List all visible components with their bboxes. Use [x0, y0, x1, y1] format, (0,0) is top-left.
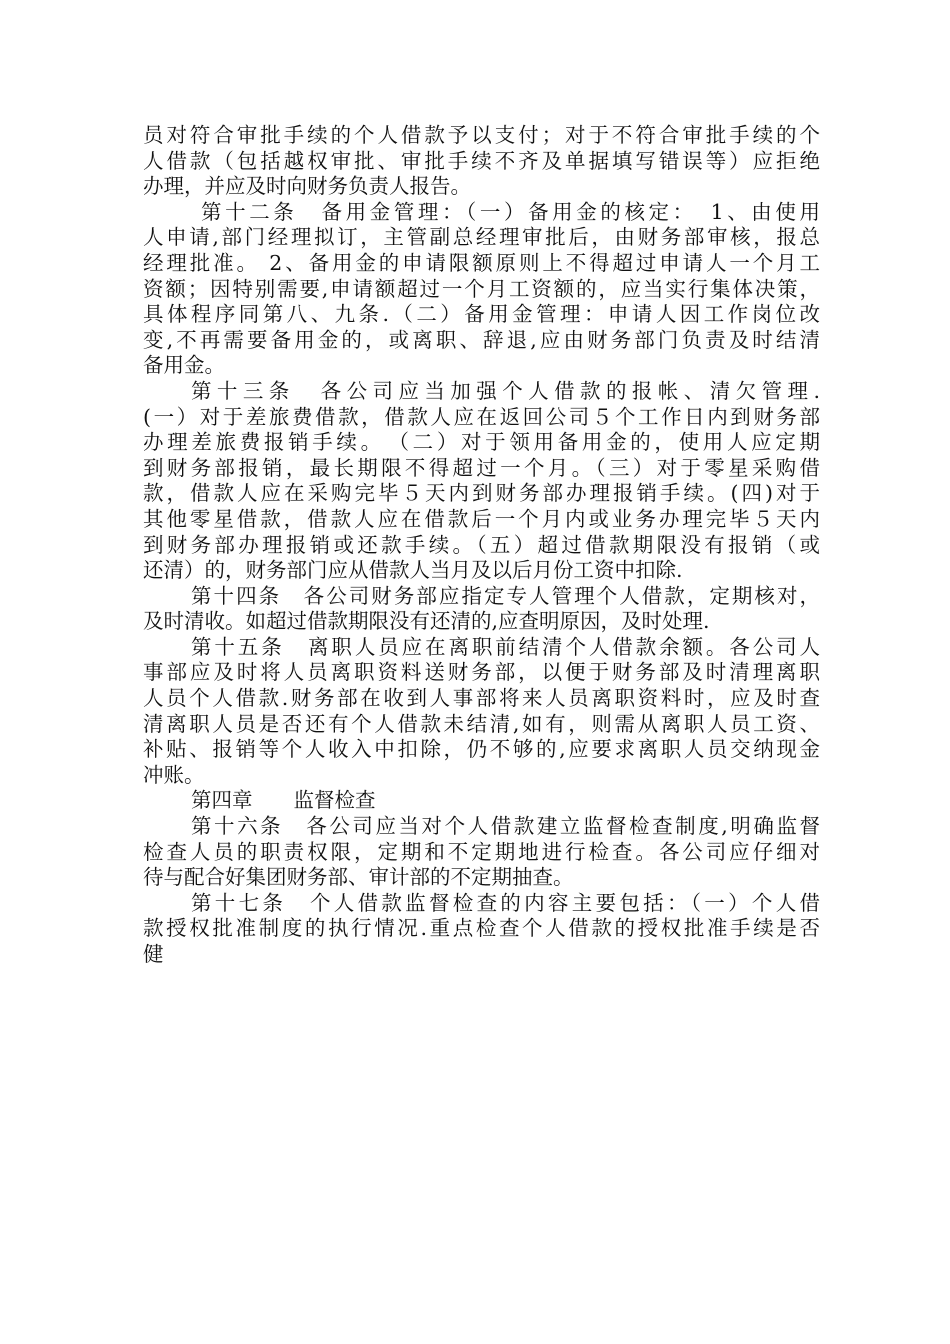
text-line: 清离职人员是否还有个人借款未结清,如有，则需从离职人员工资、 — [143, 711, 820, 736]
text-line: 事部应及时将人员离职资料送财务部，以便于财务部及时清理离职 — [143, 660, 820, 685]
text-line: 办理差旅费报销手续。 （二）对于领用备用金的，使用人应定期 — [143, 430, 820, 455]
text-line: 资额；因特别需要,申请额超过一个月工资额的，应当实行集体决策， — [143, 276, 820, 301]
article-14-heading-line: 第十四条 各公司财务部应指定专人管理个人借款，定期核对， — [191, 583, 820, 608]
article-12-heading-line: 第十二条 备用金管理：（一）备用金的核定： 1、由使用 — [201, 199, 820, 224]
text-line: 其他零星借款，借款人应在借款后一个月内或业务办理完毕５天内 — [143, 506, 820, 531]
text-line: 具体程序同第八、九条.（二）备用金管理：申请人因工作岗位改 — [143, 302, 820, 327]
text-line: 人申请,部门经理拟订，主管副总经理审批后，由财务部审核，报总 — [143, 225, 820, 250]
text-line: 健 — [143, 942, 164, 966]
text-line: 到财务部办理报销或还款手续。（五）超过借款期限没有报销（或 — [143, 532, 820, 557]
text-line: 员对符合审批手续的个人借款予以支付；对于不符合审批手续的个 — [143, 123, 820, 147]
text-line: 待与配合好集团财务部、审计部的不定期抽查。 — [143, 865, 574, 890]
article-17-heading-line: 第十七条 个人借款监督检查的内容主要包括：（一）个人借 — [191, 890, 820, 915]
article-15-heading-line: 第十五条 离职人员应在离职前结清个人借款余额。各公司人 — [191, 634, 820, 659]
text-line: 冲账。 — [143, 762, 205, 787]
text-line: 检查人员的职责权限，定期和不定期地进行检查。各公司应仔细对 — [143, 839, 820, 864]
text-line: 经理批准。 2、备用金的申请限额原则上不得超过申请人一个月工 — [143, 250, 820, 275]
article-13-heading-line: 第十三条 各公司应当加强个人借款的报帐、清欠管理. — [191, 378, 820, 403]
text-line: 补贴、报销等个人收入中扣除，仍不够的,应要求离职人员交纳现金 — [143, 737, 820, 762]
text-line: 变,不再需要备用金的，或离职、辞退,应由财务部门负责及时结清 — [143, 327, 820, 352]
text-line: 备用金。 — [143, 353, 225, 378]
text-line: (一）对于差旅费借款，借款人应在返回公司５个工作日内到财务部 — [143, 404, 820, 429]
text-line: 款，借款人应在采购完毕５天内到财务部办理报销手续。(四)对于 — [143, 481, 820, 506]
text-line: 人借款（包括越权审批、审批手续不齐及单据填写错误等）应拒绝 — [143, 148, 820, 173]
text-line: 人员个人借款.财务部在收到人事部将来人员离职资料时，应及时查 — [143, 686, 820, 711]
text-line: 及时清收。如超过借款期限没有还清的,应查明原因，及时处理. — [143, 609, 710, 634]
article-16-heading-line: 第十六条 各公司应当对个人借款建立监督检查制度,明确监督 — [191, 814, 820, 839]
text-line: 还清）的，财务部门应从借款人当月及以后月份工资中扣除. — [143, 558, 683, 583]
body-text — [143, 123, 820, 968]
text-line: 款授权批准制度的执行情况.重点检查个人借款的授权批准手续是否 — [143, 916, 820, 941]
chapter-4-heading: 第四章 监督检查 — [191, 788, 376, 813]
text-line: 到财务部报销，最长期限不得超过一个月。（三）对于零星采购借 — [143, 455, 820, 480]
text-line: 办理，并应及时向财务负责人报告。 — [143, 174, 471, 199]
